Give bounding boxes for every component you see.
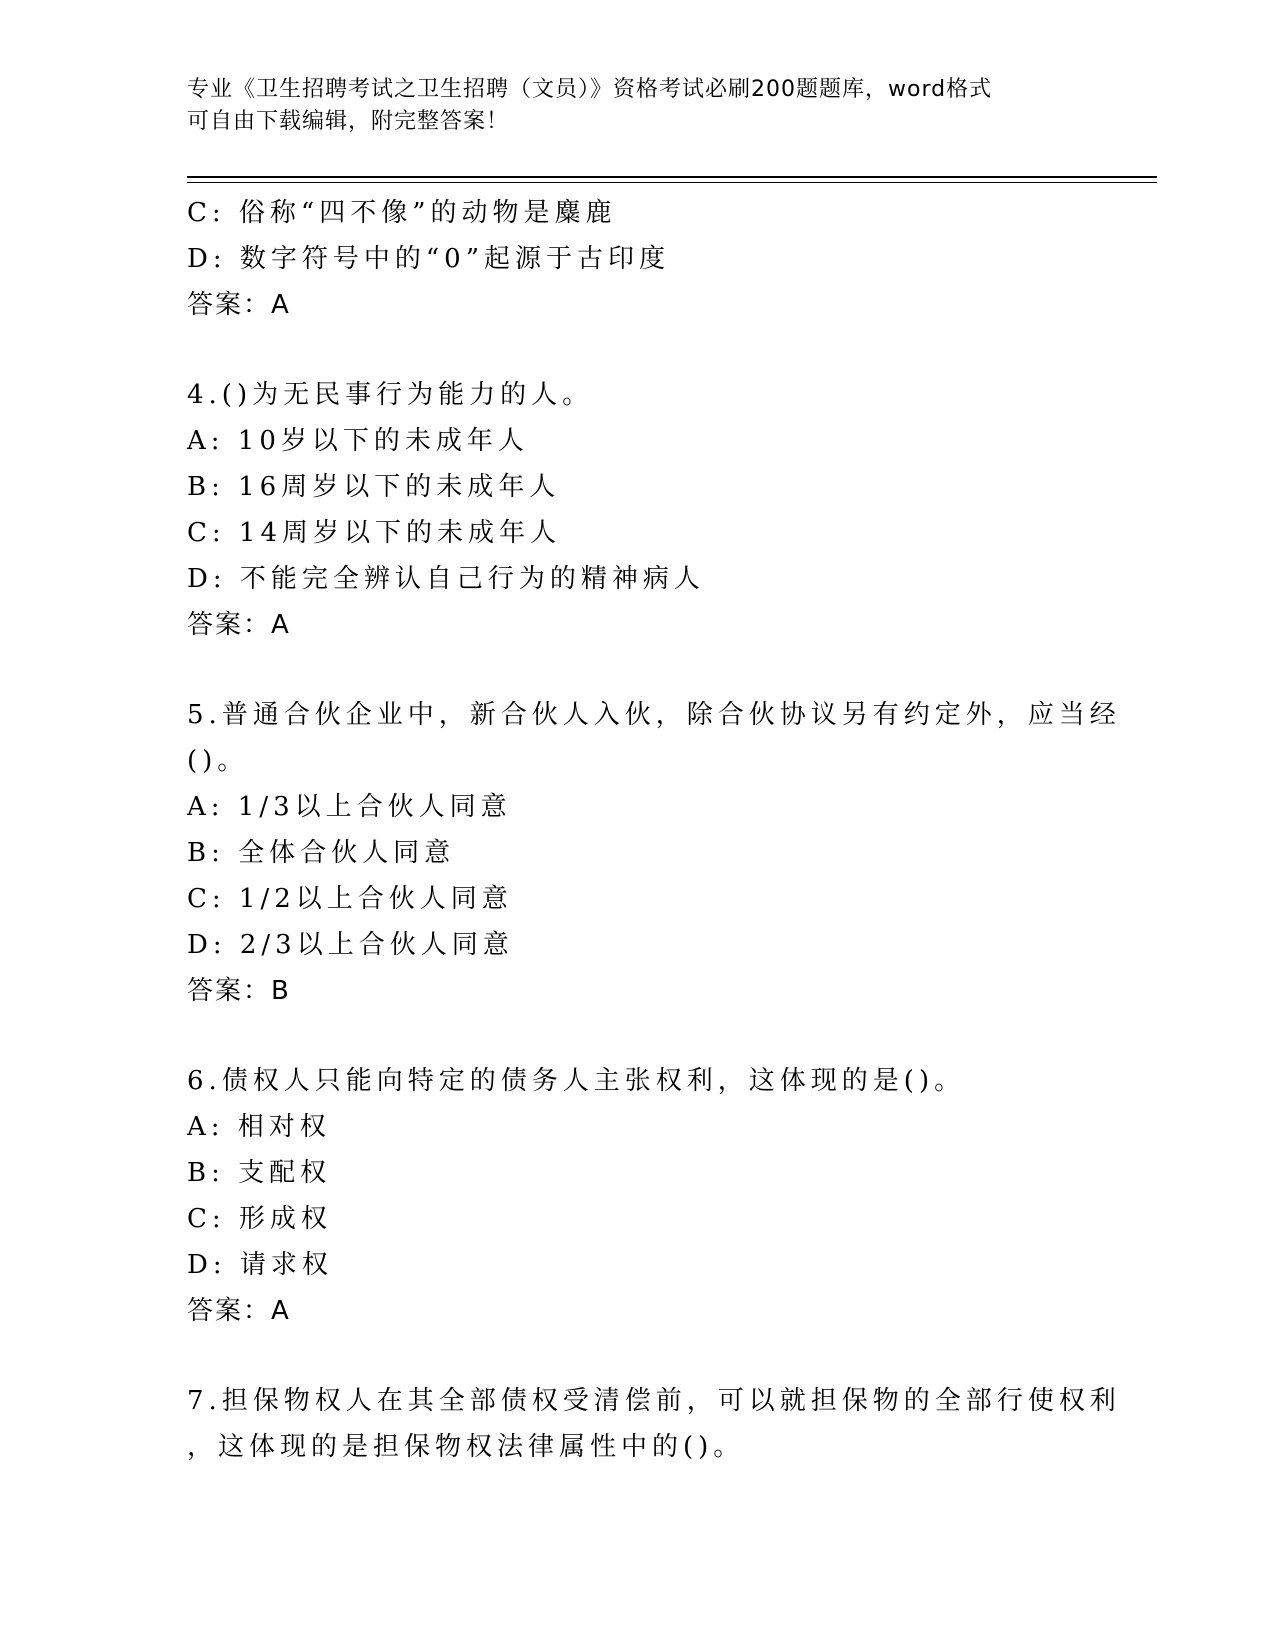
question-4 <box>187 372 1067 648</box>
answer: 答案：A <box>187 290 291 320</box>
option-c: C: 形成权 <box>187 1204 332 1234</box>
question-stem: 4.()为无民事行为能力的人。 <box>187 380 594 410</box>
question-list <box>187 190 1121 1470</box>
answer: 答案：A <box>187 610 291 640</box>
question-stem-line-1: 5.普通合伙企业中，新合伙人入伙，除合伙协议另有约定外，应当经 <box>187 700 1121 730</box>
option-a: A: 相对权 <box>187 1112 331 1142</box>
question-stem-line-1: 7.担保物权人在其全部债权受清偿前，可以就担保物的全部行使权利 <box>187 1386 1121 1416</box>
question-7 <box>187 1378 1121 1470</box>
option-b: B: 支配权 <box>187 1158 332 1188</box>
question-stem-line-2: ()。 <box>187 746 249 776</box>
option-c: C: 1/2以上合伙人同意 <box>187 884 513 914</box>
option-b: B: 全体合伙人同意 <box>187 838 456 868</box>
question-3-tail <box>187 190 1067 328</box>
option-a: A: 1/3以上合伙人同意 <box>187 792 512 822</box>
question-5 <box>187 692 1121 1014</box>
header-line-2: 可自由下载编辑，附完整答案！ <box>187 109 510 134</box>
option-b: B: 16周岁以下的未成年人 <box>187 472 561 502</box>
question-stem-line-2: ，这体现的是担保物权法律属性中的()。 <box>187 1432 745 1462</box>
question-stem: 6.债权人只能向特定的债务人主张权利，这体现的是()。 <box>187 1066 966 1096</box>
header-rule-thin <box>187 182 1157 183</box>
document-header <box>187 74 1087 138</box>
header-line-1: 专业《卫生招聘考试之卫生招聘（文员）》资格考试必刷200题题库，word格式 <box>187 77 993 102</box>
option-d: D: 请求权 <box>187 1250 333 1280</box>
question-6 <box>187 1058 1067 1334</box>
option-a: A: 10岁以下的未成年人 <box>187 426 529 456</box>
answer: 答案：B <box>187 976 291 1006</box>
option-d: D: 2/3以上合伙人同意 <box>187 930 514 960</box>
option-d: D: 不能完全辨认自己行为的精神病人 <box>187 564 705 594</box>
option-c: C: 俗称“四不像”的动物是麋鹿 <box>187 198 617 228</box>
option-c: C: 14周岁以下的未成年人 <box>187 518 562 548</box>
header-rule-thick <box>187 176 1157 178</box>
option-d: D: 数字符号中的“0”起源于古印度 <box>187 244 670 274</box>
answer: 答案：A <box>187 1296 291 1326</box>
